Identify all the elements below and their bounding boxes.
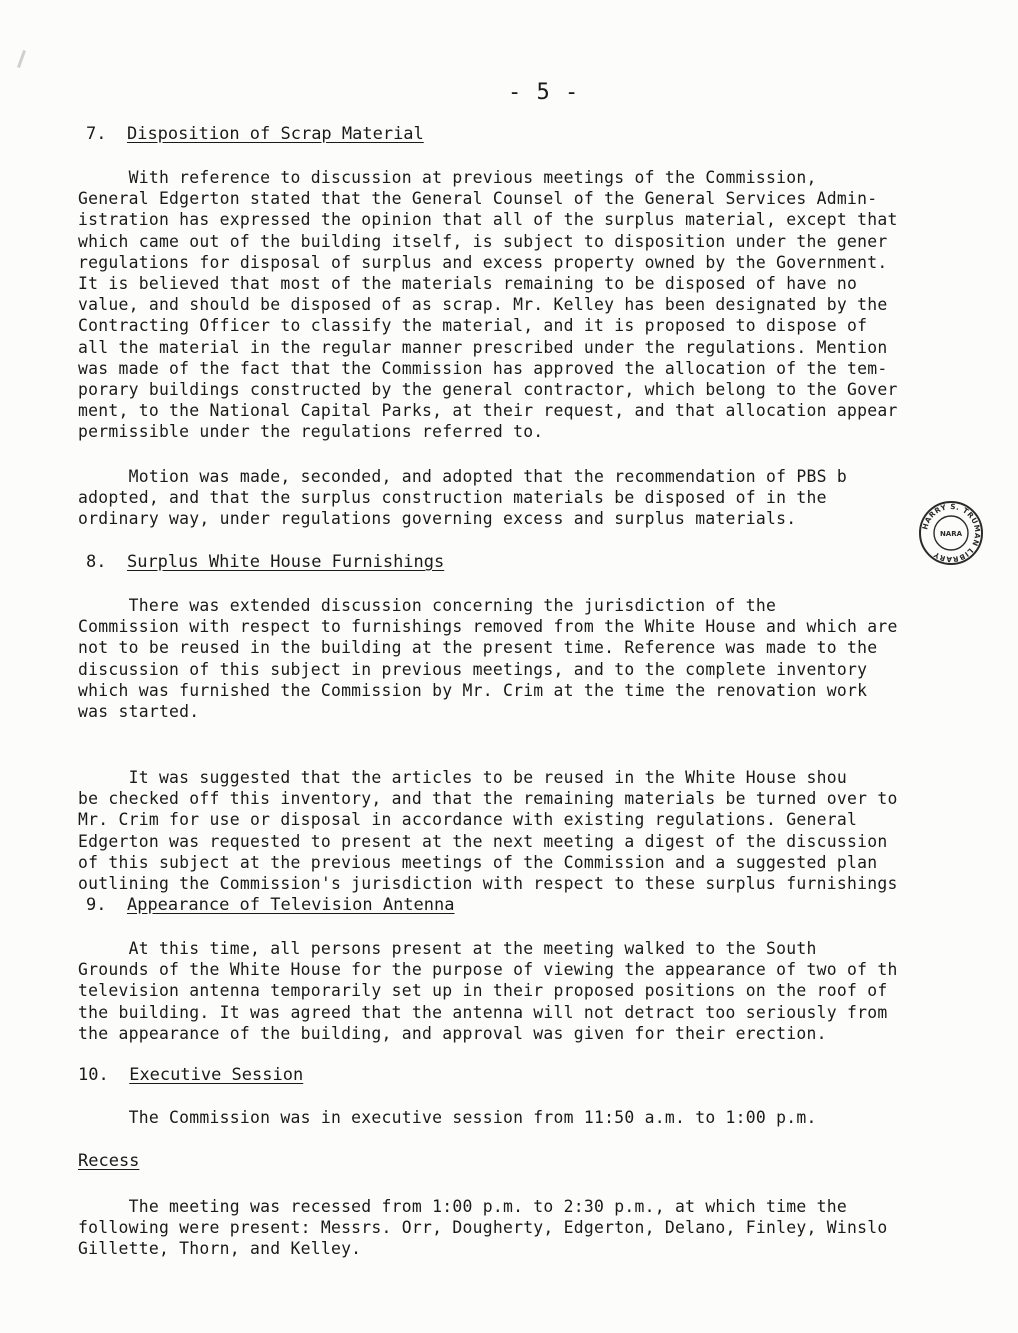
section-9-heading <box>86 895 454 915</box>
recess-paragraph-1: The meeting was recessed from 1:00 p.m. to 2:30 p.m., at which time the following were present: Messrs. Orr, Dougherty, Edgerton, Delano, Finley, Winslo Gillette, Thorn, and Kelley. <box>78 1197 888 1259</box>
page-number: - 5 - <box>508 80 580 105</box>
section-title: Surplus White House Furnishings <box>126 552 445 572</box>
section-7-paragraph-1: With reference to discussion at previous meetings of the Commission, General Edgerton stated that the General Counsel of the General Services Admin- istration has expressed the opinion that all of the surplus material, except that which came out of the building itself, is subject to disposition under the gener regulations for disposal of surplus and excess property owned by the Government. It is believed that most of the materials remaining to be disposed of have no value, and should be disposed of as scrap. Mr. Kelley has been designated by the Contracting Officer to classify the material, and it is proposed to dispose of all the material in the regular manner prescribed under the regulations. Mention was made of the fact that the Commission has approved the allocation of the tem- porary buildings constructed by the general contractor, which belong to the Gover ment, to the National Capital Parks, at their request, and that allocation appear permissible under the regulations referred to. <box>78 168 898 442</box>
section-8-paragraph-1: There was extended discussion concerning the jurisdiction of the Commission with respect to furnishings removed from the White House and which are not to be reused in the building at the present time. Reference was made to the discussion of this subject in previous meetings, and to the complete inventory which was furnished the Commission by Mr. Crim at the time the renovation work was started. <box>78 596 898 722</box>
library-seal-icon <box>918 500 984 566</box>
seal-ring-text: HARRY S. TRUMAN LIBRARY <box>920 501 983 565</box>
section-title: Executive Session <box>129 1065 304 1085</box>
section-title: Disposition of Scrap Material <box>126 124 424 144</box>
section-7-paragraph-2: Motion was made, seconded, and adopted that the recommendation of PBS b adopted, and that the surplus construction materials be disposed of in the ordinary way, under regulations governing excess and surplus materials. <box>78 467 847 529</box>
section-7-heading <box>86 124 424 144</box>
recess-heading <box>78 1151 139 1171</box>
section-title: Appearance of Television Antenna <box>126 895 455 915</box>
paper-mark <box>17 50 26 68</box>
seal-center-text: NARA <box>939 530 963 538</box>
section-number: 9. <box>86 895 107 915</box>
section-9-paragraph-1: At this time, all persons present at the meeting walked to the South Grounds of the White House for the purpose of viewing the appearance of two of th television antenna temporarily set up in their proposed positions on the roof of the building. It was agreed that the antenna will not detract too seriously from the appearance of the building, and approval was given for their erection. <box>78 939 898 1043</box>
section-number: 10. <box>78 1065 109 1085</box>
section-title: Recess <box>78 1151 140 1171</box>
section-8-paragraph-2: It was suggested that the articles to be reused in the White House shou be checked off this inventory, and that the remaining materials be turned over to Mr. Crim for use or disposal in accordance with existing regulations. General Edgerton was requested to present at the next meeting a digest of the discussion of this subject at the previous meetings of the Commission and a suggested plan outlining the Commission's jurisdiction with respect to these surplus furnishings <box>78 768 898 894</box>
section-10-paragraph-1: The Commission was in executive session from 11:50 a.m. to 1:00 p.m. <box>78 1108 817 1127</box>
section-number: 7. <box>86 124 107 144</box>
section-8-heading <box>86 552 444 572</box>
section-10-heading <box>78 1065 303 1085</box>
section-number: 8. <box>86 552 107 572</box>
